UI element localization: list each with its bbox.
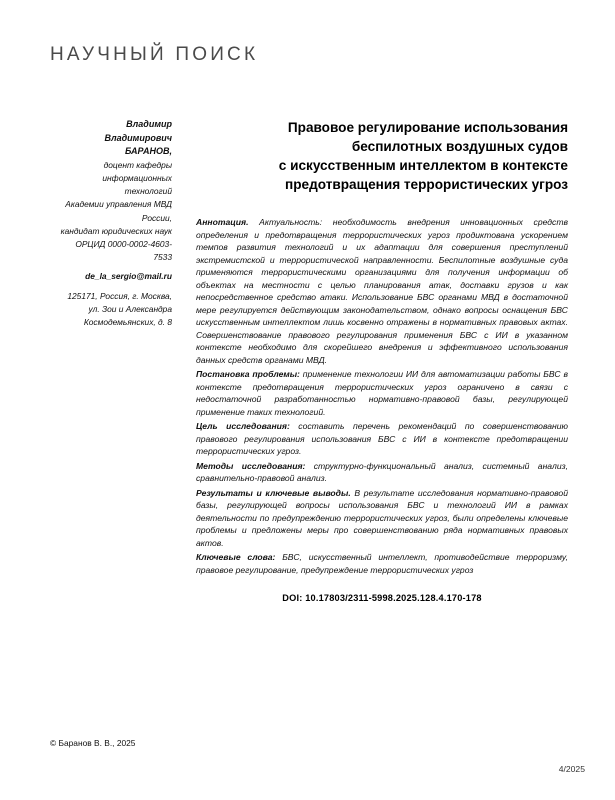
journal-section-header: НАУЧНЫЙ ПОИСК — [50, 44, 259, 65]
author-role-line-1: доцент кафедры — [103, 159, 172, 170]
issue-number: 4/2025 — [558, 764, 585, 774]
keywords-label: Ключевые слова: — [196, 552, 276, 562]
abstract-paragraph-methods — [196, 460, 568, 485]
abstract-paragraph-relevance — [196, 216, 568, 366]
methods-text: структурно-функциональный анализ, системный анализ, сравнительно-правовой анализ. — [196, 460, 568, 483]
goal-label: Цель исследования: — [196, 421, 290, 431]
author-orcid-line-2: 7533 — [153, 252, 172, 263]
article-abstract — [196, 216, 568, 576]
results-text: В результате исследования нормативно-правовой базы, регулирующей вопросы использования БВС и технологий ИИ в рамках деятельности по предупреждению террористических угроз, были определены ключевые проблемы и предложены меры про совершенствованию ряда нормативных правовых актов. — [196, 487, 568, 548]
keywords-text: БВС, искусственный интеллект, противодействие терроризму, правовое регулирование, предупреждение террористических угроз — [196, 552, 568, 575]
author-affiliation-line-2: России, — [141, 212, 172, 223]
author-email[interactable]: de_la_sergio@mail.ru — [85, 271, 172, 282]
results-label: Результаты и ключевые выводы. — [196, 487, 351, 498]
goal-text: составить перечень рекомендаций по совершенствованию правового регулирования использования БВС с ИИ в контексте предотвращении террористических угроз. — [196, 421, 568, 456]
problem-label: Постановка проблемы: — [196, 369, 300, 379]
doi-line[interactable]: DOI: 10.17803/2311-5998.2025.128.4.170-178 — [282, 593, 482, 603]
copyright-notice: © Баранов В. В., 2025 — [50, 738, 136, 748]
author-name-line-2: Владимирович — [104, 132, 172, 143]
abstract-label: Аннотация. — [196, 217, 249, 227]
article-block — [196, 118, 568, 603]
article-title-line-1: Правовое регулирование использования — [287, 120, 568, 135]
author-role-line-3: технологий — [124, 186, 172, 197]
author-name-line-1: Владимир — [126, 119, 172, 129]
author-degree: кандидат юридических наук — [60, 225, 172, 236]
author-orcid-line-1: ОРЦИД 0000-0002-4603- — [75, 239, 172, 249]
problem-text: применение технологии ИИ для автоматизации работы БВС в контексте предотвращения террористических угроз ограничено в связи с недостаточной разработанностью нормативно-правовой базы, регулирующей применение таких технологий. — [196, 369, 568, 417]
author-name-line-3: БАРАНОВ, — [125, 146, 172, 157]
article-title — [196, 118, 568, 194]
article-title-line-3: с искусственным интеллектом в контексте — [278, 158, 568, 173]
abstract-paragraph-problem — [196, 368, 568, 418]
author-role-line-2: информационных — [102, 172, 172, 183]
author-address-line-3: Космодемьянских, д. 8 — [83, 317, 172, 328]
author-address-line-1: 125171, Россия, г. Москва, — [67, 290, 172, 301]
methods-label: Методы исследования: — [196, 460, 306, 471]
author-address-line-2: ул. Зои и Александра — [88, 303, 172, 314]
article-title-line-2: беспилотных воздушных судов — [351, 139, 568, 154]
abstract-paragraph-keywords — [196, 551, 568, 576]
article-title-line-4: предотвращения террористических угроз — [285, 177, 568, 192]
author-affiliation-line-1: Академии управления МВД — [65, 199, 172, 210]
author-block — [20, 118, 172, 329]
abstract-text: Актуальность: необходимость внедрения инновационных средств определения и предотвращения террористических угроз продиктована ускорением темпов развития технологий и их адаптации для совершения преступлений экстремистской и террористической направленности. Беспилотные воздушные суда применяются террористическими организациями для получения информации об объектах на местности с целью планирования атак, доставки грузов и как непосредственное средство атаки. Использование БВС органами МВД в достаточной мере регулируется действующим законодательством, однако вопросы оснащения БВС искусственным интеллектом лишь косвенно отражены в нормативных правовых актах. Совершенствование правового регулирования применения БВС с ИИ в указанном контексте необходимо для скорейшего внедрения и эффективного использования данных средств органами МВД. — [196, 217, 568, 365]
abstract-paragraph-results — [196, 487, 568, 550]
abstract-paragraph-goal — [196, 420, 568, 458]
